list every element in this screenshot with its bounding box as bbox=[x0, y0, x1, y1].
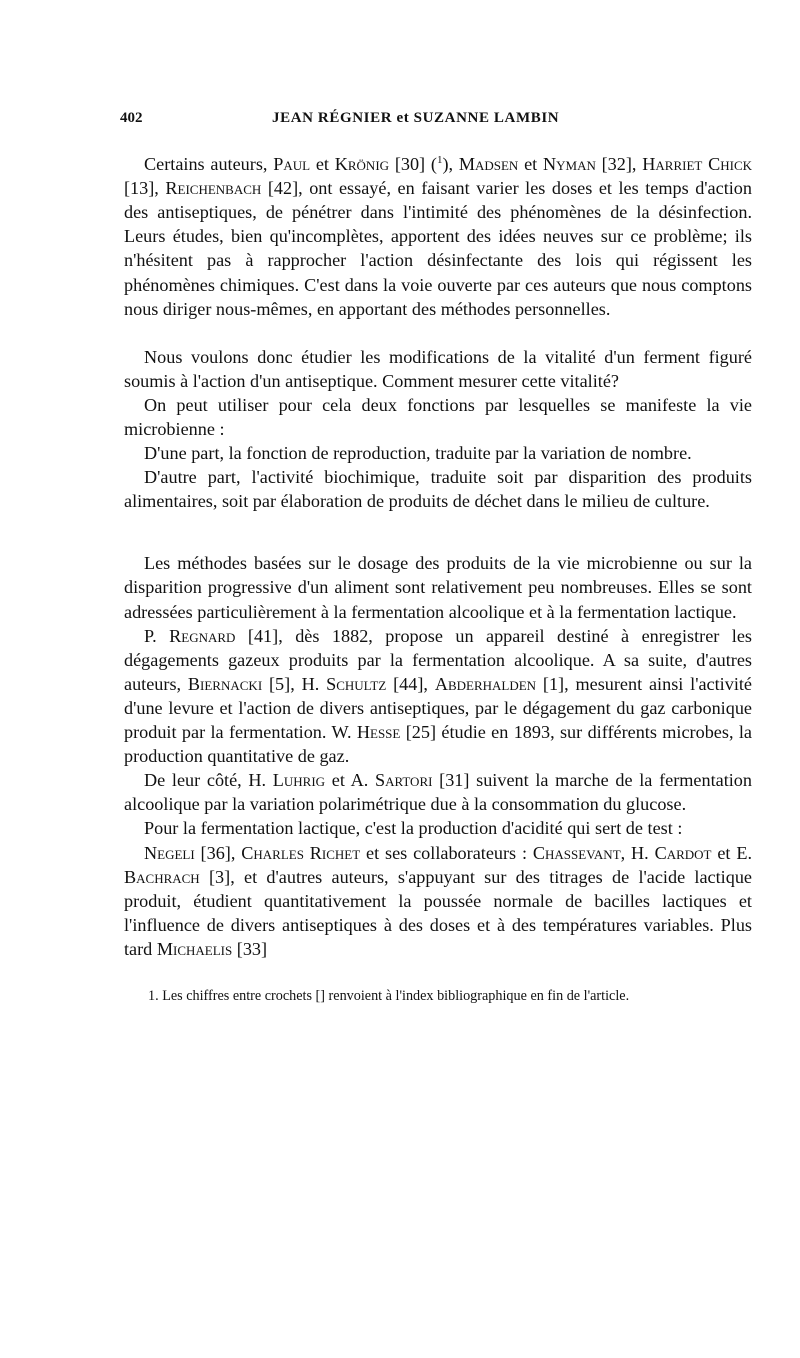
paragraph bbox=[124, 465, 752, 513]
author-name: Regnard bbox=[169, 625, 236, 646]
author-name: Schultz bbox=[326, 673, 387, 694]
author-name: Biernacki bbox=[187, 673, 263, 694]
text-run: [13], bbox=[124, 178, 166, 199]
author-name: Nyman bbox=[543, 154, 596, 175]
text-run: Certains auteurs, bbox=[144, 154, 274, 175]
text-run: [42], ont essayé, en faisant varier les doses et les temps d'action des antiseptiques, de pénétrer dans l'intimité des phénomènes de la désinfection. Leurs études, bien qu'incomplètes, apportent des idées neuves sur ce problème; ils n'hésitent pas à rapprocher l'action désinfectante des lois qui régissent les phénomènes chimiques. C'est dans la voie ouverte par ces auteurs que nous comptons nous diriger nous-mêmes, en apportant des méthodes personnelles. bbox=[124, 178, 752, 319]
text-run: [36], bbox=[194, 842, 242, 863]
text-run: [33] bbox=[232, 938, 268, 959]
text-run: et ses collaborateurs : bbox=[360, 842, 533, 863]
author-name: Bachrach bbox=[124, 866, 200, 887]
text-run: et bbox=[310, 154, 335, 175]
paragraph bbox=[124, 816, 752, 840]
author-name: Sartori bbox=[374, 770, 433, 791]
paragraph bbox=[124, 841, 752, 961]
footnote-ref: 1 bbox=[436, 154, 443, 166]
paragraph bbox=[124, 393, 752, 441]
text-run: [44], bbox=[386, 673, 435, 694]
author-name: Hesse bbox=[356, 722, 401, 743]
author-name: Negeli bbox=[144, 842, 195, 863]
footnote-text: Les chiffres entre crochets [] renvoient à l'index bibliographique en fin de l'article. bbox=[162, 987, 630, 1004]
text-run: et bbox=[518, 154, 543, 175]
text-run: Nous voulons donc étudier les modifications de la vitalité d'un ferment figuré soumis à l'action d'un antiseptique. Comment mesurer cette vitalité? bbox=[124, 346, 752, 391]
text-run: [41], dès 1882, propose un appareil destiné à enregistrer les dégagements gazeux produits par la fermentation alcoolique. A sa suite, d'autres auteurs, bbox=[124, 625, 752, 694]
text-run: [32], bbox=[595, 154, 643, 175]
paragraph bbox=[124, 768, 752, 816]
paragraph bbox=[124, 441, 752, 465]
text-run: On peut utiliser pour cela deux fonctions par lesquelles se manifeste la vie microbienne : bbox=[124, 394, 752, 439]
author-name: Madsen bbox=[458, 154, 519, 175]
running-title: JEAN RÉGNIER et SUZANNE LAMBIN bbox=[272, 110, 560, 126]
author-name: Charles Richet bbox=[241, 842, 361, 863]
text-run: De leur côté, H. bbox=[144, 770, 273, 791]
footnote bbox=[124, 987, 752, 1006]
text-run: , H. bbox=[620, 842, 655, 863]
author-name: Paul bbox=[273, 154, 311, 175]
text-run: [1], mesurent ainsi l'activité d'une levure et l'action de divers antiseptiques, par le dégagement du gaz carbonique produit par la fermentation. W. bbox=[124, 673, 753, 743]
running-head bbox=[120, 108, 752, 134]
author-name: Chassevant bbox=[532, 842, 621, 863]
footnote-marker: 1. bbox=[148, 987, 159, 1004]
text-run: [25] étudie en 1893, sur différents microbes, la production quantitative de gaz. bbox=[124, 722, 752, 767]
body-text bbox=[124, 148, 752, 961]
author-name: Luhrig bbox=[272, 770, 326, 791]
text-run: P. bbox=[144, 625, 170, 646]
author-name: Cardot bbox=[654, 842, 712, 863]
text-run: et A. bbox=[325, 770, 375, 791]
paragraph bbox=[124, 345, 752, 393]
text-run: [5], H. bbox=[262, 673, 327, 694]
paragraph bbox=[124, 624, 752, 769]
text-run: D'une part, la fonction de reproduction, traduite par la variation de nombre. bbox=[144, 443, 692, 464]
page bbox=[120, 108, 753, 1006]
author-name: Krönig bbox=[334, 154, 390, 175]
text-run: [31] suivent la marche de la fermentation alcoolique par la variation polarimétrique due à la consommation du glucose. bbox=[124, 770, 752, 815]
text-run: Les méthodes basées sur le dosage des produits de la vie microbienne ou sur la disparition progressive d'un aliment sont relativement peu nombreuses. Elles se sont adressées particulièrement à la fermentation alcoolique et à la fermentation lactique. bbox=[124, 553, 752, 622]
author-name: Michaelis bbox=[156, 938, 233, 959]
paragraph bbox=[124, 148, 752, 321]
text-run: Pour la fermentation lactique, c'est la production d'acidité qui sert de test : bbox=[144, 818, 683, 839]
text-run: et E. bbox=[711, 842, 752, 863]
page-number: 402 bbox=[120, 110, 143, 126]
text-run: [30] ( bbox=[389, 154, 437, 175]
author-name: Reichenbach bbox=[165, 178, 262, 199]
text-run: D'autre part, l'activité biochimique, traduite soit par disparition des produits alimentaires, soit par élaboration de produits de déchet dans le milieu de culture. bbox=[124, 467, 752, 512]
author-name: Harriet Chick bbox=[642, 154, 752, 175]
paragraph bbox=[124, 551, 752, 623]
text-run: [3], et d'autres auteurs, s'appuyant sur des titrages de l'acide lactique produit, étudient quantitativement la poussée normale de bacilles lactiques et l'influence de divers antiseptiques à des doses et à des températures variables. Plus tard bbox=[124, 866, 752, 959]
text-run: ), bbox=[442, 154, 459, 175]
author-name: Abderhalden bbox=[434, 673, 537, 694]
